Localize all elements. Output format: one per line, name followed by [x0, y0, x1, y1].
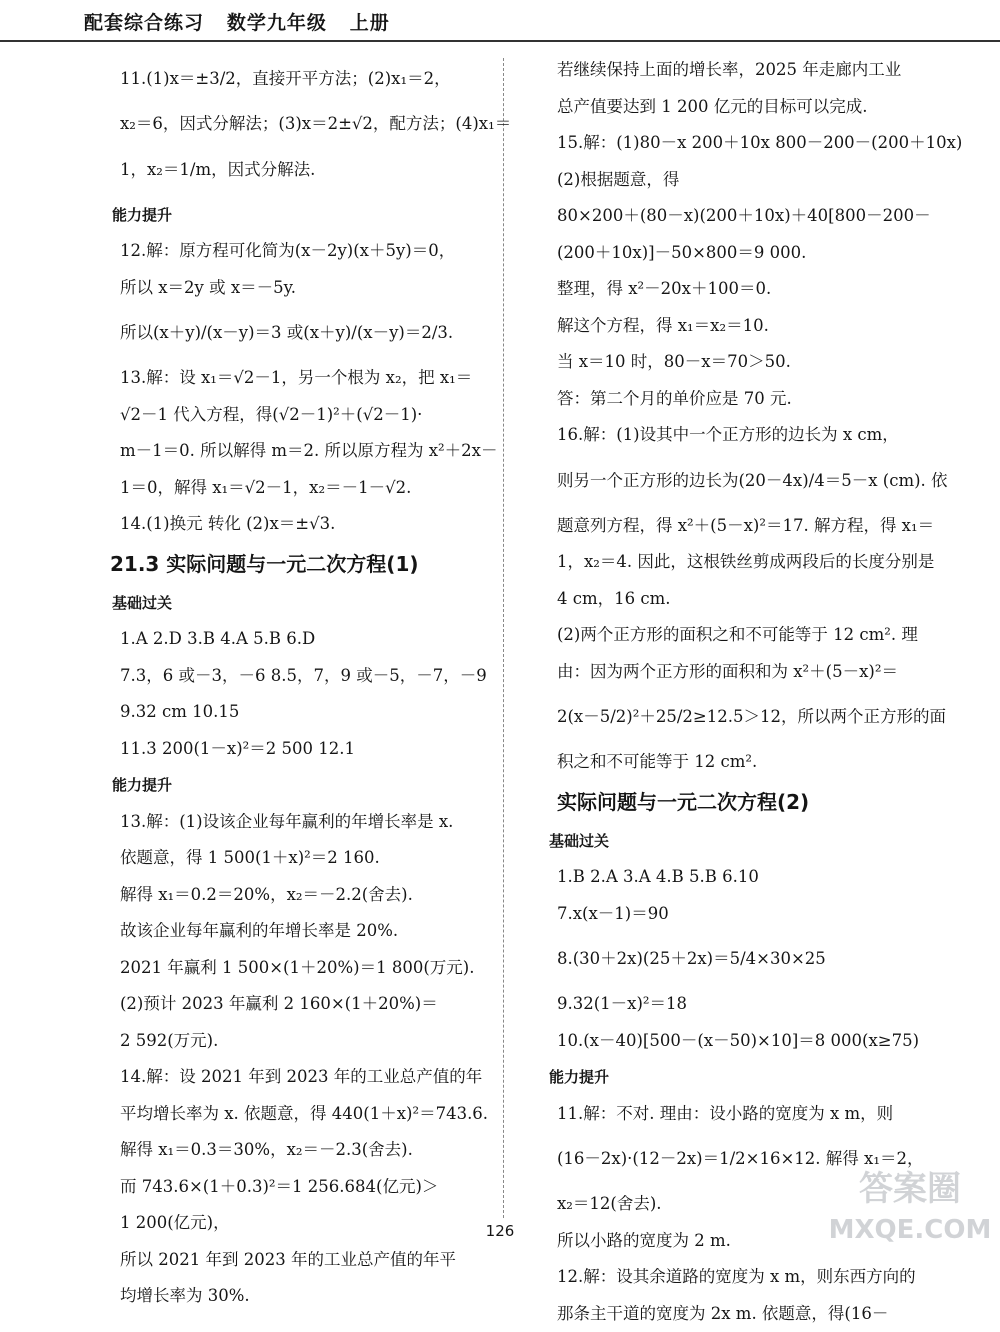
watermark-text: 答案圈 [859, 1169, 961, 1209]
text-line: 9.32(1－x)²＝18 [557, 986, 912, 1023]
text-line: 13.解：(1)设该企业每年赢利的年增长率是 x. [120, 804, 465, 841]
text-line: 16.解：(1)设其中一个正方形的边长为 x cm， [557, 417, 912, 454]
text-line: 故该企业每年赢利的年增长率是 20%. [120, 913, 465, 950]
text-line: 14.解：设 2021 年到 2023 年的工业总产值的年 [120, 1059, 465, 1096]
text-line: 所以小路的宽度为 2 m. [557, 1223, 912, 1260]
text-line: 积之和不可能等于 12 cm². [557, 744, 912, 781]
text-line: √2－1 代入方程，得(√2－1)²＋(√2－1)· [120, 397, 465, 434]
subsection-heading: 基础过关 [549, 823, 912, 860]
text-line: 13.解：设 x₁＝√2－1，另一个根为 x₂，把 x₁＝ [120, 360, 465, 397]
text-line: 7.3，6 或－3，－6 8.5，7，9 或－5，－7，－9 [120, 658, 465, 695]
text-line: (200＋10x)]－50×800＝9 000. [557, 235, 912, 272]
text-line: 4 cm，16 cm. [557, 581, 912, 618]
text-line: 平均增长率为 x. 依题意，得 440(1＋x)²＝743.6. [120, 1096, 465, 1133]
text-line: x₂＝6，因式分解法；(3)x＝2±√2，配方法；(4)x₁＝ [120, 106, 465, 143]
text-line: 11.解：不对. 理由：设小路的宽度为 x m，则 [557, 1096, 912, 1133]
text-line: 1，x₂＝1/m，因式分解法. [120, 143, 465, 197]
text-line: 14.(1)换元 转化 (2)x＝±√3. [120, 506, 465, 543]
text-line: 2021 年赢利 1 500×(1＋20%)＝1 800(万元). [120, 950, 465, 987]
text-line: 1 200(亿元)， [120, 1205, 465, 1242]
text-line: 那条主干道的宽度为 2x m. 依题意，得(16－ [557, 1296, 912, 1332]
text-line: 解这个方程，得 x₁＝x₂＝10. [557, 308, 912, 345]
text-line: 则另一个正方形的边长为(20－4x)/4＝5－x (cm). 依 [557, 454, 912, 508]
text-line: 整理，得 x²－20x＋100＝0. [557, 271, 912, 308]
text-line: 解得 x₁＝0.2＝20%，x₂＝－2.2(舍去). [120, 877, 465, 914]
section-heading: 21.3 实际问题与一元二次方程(1) [110, 543, 465, 585]
left-column [120, 52, 465, 1315]
text-line: 11.3 200(1－x)²＝2 500 12.1 [120, 731, 465, 768]
text-line: 所以 2021 年到 2023 年的工业总产值的年平 [120, 1242, 465, 1279]
page-header [0, 0, 1000, 42]
text-line: (2)预计 2023 年赢利 2 160×(1＋20%)＝ [120, 986, 465, 1023]
section-heading: 实际问题与一元二次方程(2) [557, 781, 912, 823]
text-line: 当 x＝10 时，80－x＝70＞50. [557, 344, 912, 381]
text-line: 2 592(万元). [120, 1023, 465, 1060]
subsection-heading: 能力提升 [549, 1059, 912, 1096]
text-line: 题意列方程，得 x²＋(5－x)²＝17. 解方程，得 x₁＝ [557, 508, 912, 545]
text-line: (2)两个正方形的面积之和不可能等于 12 cm². 理 [557, 617, 912, 654]
text-line: 1，x₂＝4. 因此，这根铁丝剪成两段后的长度分别是 [557, 544, 912, 581]
text-line: 解得 x₁＝0.3＝30%，x₂＝－2.3(舍去). [120, 1132, 465, 1169]
watermark-domain: MXQE.COM [829, 1215, 992, 1245]
text-line: (2)根据题意，得 [557, 162, 912, 199]
text-line: 2(x－5/2)²＋25/2≥12.5＞12，所以两个正方形的面 [557, 690, 912, 744]
text-line: 而 743.6×(1＋0.3)²＝1 256.684(亿元)＞ [120, 1169, 465, 1206]
text-line: 80×200＋(80－x)(200＋10x)＋40[800－200－ [557, 198, 912, 235]
text-line: 11.(1)x＝±3/2，直接开平方法；(2)x₁＝2， [120, 52, 465, 106]
column-divider [503, 58, 504, 1218]
text-line: 12.解：原方程可化简为(x－2y)(x＋5y)＝0， [120, 233, 465, 270]
text-line: 总产值要达到 1 200 亿元的目标可以完成. [557, 89, 912, 126]
text-line: 10.(x－40)[500－(x－50)×10]＝8 000(x≥75) [557, 1023, 912, 1060]
subsection-heading: 能力提升 [112, 197, 465, 234]
text-line: 15.解：(1)80－x 200＋10x 800－200－(200＋10x) [557, 125, 912, 162]
watermark-logo [830, 1160, 990, 1250]
text-line: 8.(30＋2x)(25＋2x)＝5/4×30×25 [557, 932, 912, 986]
page-number: 126 [0, 1222, 1000, 1240]
text-line: 依题意，得 1 500(1＋x)²＝2 160. [120, 840, 465, 877]
subsection-heading: 基础过关 [112, 585, 465, 622]
text-line: 所以(x＋y)/(x－y)＝3 或(x＋y)/(x－y)＝2/3. [120, 306, 465, 360]
text-line: 9.32 cm 10.15 [120, 694, 465, 731]
text-line: x₂＝12(舍去). [557, 1186, 912, 1223]
text-line: 答：第二个月的单价应是 70 元. [557, 381, 912, 418]
subsection-heading: 能力提升 [112, 767, 465, 804]
text-line: 7.x(x－1)＝90 [557, 896, 912, 933]
text-line: 1.B 2.A 3.A 4.B 5.B 6.10 [557, 859, 912, 896]
text-line: 12.解：设其余道路的宽度为 x m，则东西方向的 [557, 1259, 912, 1296]
text-line: 若继续保持上面的增长率，2025 年走廊内工业 [557, 52, 912, 89]
text-line: 均增长率为 30%. [120, 1278, 465, 1315]
text-line: 1＝0，解得 x₁＝√2－1，x₂＝－1－√2. [120, 470, 465, 507]
text-line: (16－2x)·(12－2x)＝1/2×16×12. 解得 x₁＝2， [557, 1132, 912, 1186]
text-line: m－1＝0. 所以解得 m＝2. 所以原方程为 x²＋2x－ [120, 433, 465, 470]
header-title: 配套综合练习 数学九年级 上册 [84, 8, 390, 35]
text-line: 由：因为两个正方形的面积和为 x²＋(5－x)²＝ [557, 654, 912, 691]
right-column [557, 52, 912, 1332]
text-line: 1.A 2.D 3.B 4.A 5.B 6.D [120, 621, 465, 658]
text-line: 所以 x＝2y 或 x＝－5y. [120, 270, 465, 307]
